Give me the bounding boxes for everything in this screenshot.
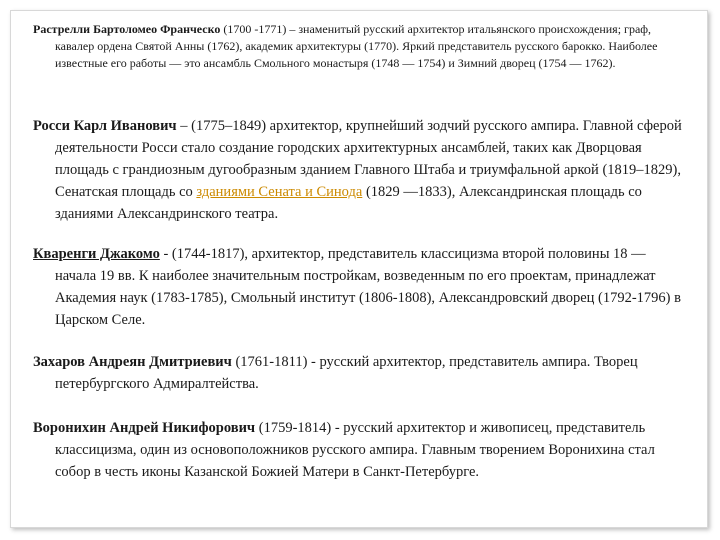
entry-text-continued: (1829 —1833), Александринская площадь со зданиями Александринского театра. [55, 184, 642, 222]
entry-rossi [33, 115, 685, 225]
entry-text: (1761-1811) - русский архитектор, представитель ампира. Творец петербургского Адмиралтейства. [55, 354, 638, 392]
senate-synod-link[interactable]: зданиями Сената и Синода [196, 184, 363, 200]
entry-text: (1759-1814) - русский архитектор и живописец, представитель классицизма, один из основоположников русского ампира. Главным творением Воронихина стал собор в честь иконы Казанской Божией Матери в Санкт-Петербурге. [55, 420, 655, 480]
entry-text: (1700 -1771) – знаменитый русский архитектор итальянского происхождения; граф, кавалер ордена Святой Анны (1762), академик архитектуры (1770). Яркий представитель русского барокко. Наиболее известные его работы — это ансамбль Смольного монастыря (1748 — 1754) и Зимний дворец (1754 — 1762). [55, 22, 658, 70]
entry-zakharov [33, 351, 685, 395]
entry-quarenghi [33, 243, 685, 331]
entry-name-link[interactable]: Кваренги Джакомо [33, 246, 160, 262]
slide [10, 10, 708, 528]
entry-name: Растрелли Бартоломео Франческо [33, 22, 221, 36]
entry-rastrelli [33, 21, 685, 72]
entry-name: Захаров Андреян Дмитриевич [33, 354, 232, 370]
entry-name: Росси Карл Иванович [33, 118, 177, 134]
entry-name: Воронихин Андрей Никифорович [33, 420, 256, 436]
entry-text: - (1744-1817), архитектор, представитель классицизма второй половины 18 — начала 19 вв. К наиболее значительным постройкам, возведенным по его проектам, принадлежат Академия наук (1783-1785), Смольный институт (1806-1808), Александровский дворец (1792-1796) в Царском Селе. [55, 246, 681, 328]
entry-text: – (1775–1849) архитектор, крупнейший зодчий русского ампира. Главной сферой деятельности Росси стало создание городских архитектурных ансамблей, таких как Дворцовая площадь с грандиозным дугообразным зданием Главного Штаба и триумфальной аркой (1819–1829), Сенатская площадь со [55, 118, 682, 200]
entry-voronikhin [33, 417, 685, 483]
